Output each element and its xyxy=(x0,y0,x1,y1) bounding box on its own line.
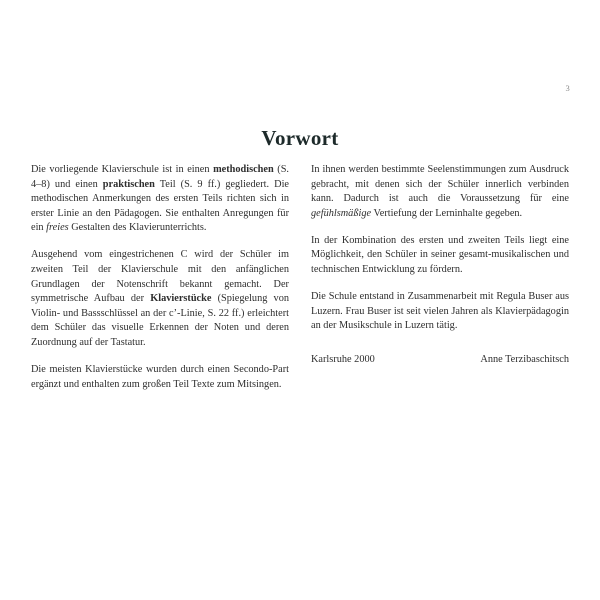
signature-author: Anne Terzibaschitsch xyxy=(480,353,569,365)
paragraph-left-1-text-d: Gestalten des Klavierunterrichts. xyxy=(68,222,207,234)
paragraph-right-1-italic-gefuehlsmaessige: gefühlsmäßige xyxy=(311,207,372,219)
paragraph-left-2-text-a: Ausgehend vom eingestrichenen C wird der Schüler im zweiten Teil der Klavierschule mit den anfänglichen Grundlagen der Notenschrift bekannt gemacht. Der symmetrische Aufbau der xyxy=(31,249,289,305)
page-number: 3 xyxy=(565,83,570,93)
paragraph-left-2-text-b: (Spiegelung von Violin- und Bassschlüssel an der c’-Linie, S. 22 ff.) erleichtert dem Schüler das visuelle Erkennen der Noten und deren Zuordnung auf der Tastatur. xyxy=(31,293,290,349)
paragraph-left-1-text-a: Die vorliegende Klavierschule ist in einen xyxy=(31,164,214,175)
two-column-body xyxy=(31,163,570,392)
right-column xyxy=(311,163,569,392)
paragraph-right-1-text-a: In ihnen werden bestimmte Seelenstimmungen zum Ausdruck gebracht, mit denen sich der Schüler innerlich verbinden kann. Dadurch ist auch die Voraussetzung für eine xyxy=(311,164,569,205)
left-column xyxy=(31,163,289,392)
signature-block xyxy=(311,353,569,368)
signature-place-date: Karlsruhe 2000 xyxy=(311,353,375,365)
paragraph-right-2: In der Kombination des ersten und zweiten Teils liegt eine Möglichkeit, den Schüler in seiner gesamt-musikalischen und technischen Entwicklung zu fördern. xyxy=(311,234,569,276)
paragraph-left-3: Die meisten Klavierstücke wurden durch einen Secondo-Part ergänzt und enthalten zum großen Teil Texte zum Mitsingen. xyxy=(31,364,289,390)
paragraph-left-1 xyxy=(31,163,289,236)
paragraph-left-1-text-c: Teil (S. 9 ff.) gegliedert. Die methodischen Anmerkungen des ersten Teils richten sich in erster Linie an den Pädagogen. Sie enthalten Anregungen für ein xyxy=(31,178,289,234)
paragraph-left-2 xyxy=(31,248,289,350)
paragraph-left-1-bold-praktischen: praktischen xyxy=(102,178,155,190)
paragraph-right-1-text-b: Vertiefung der Lerninhalte gegeben. xyxy=(371,207,523,219)
paragraph-right-3: Die Schule entstand in Zusammenarbeit mit Regula Buser aus Luzern. Frau Buser ist seit vielen Jahren als Klavierpädagogin an der Musikschule in Luzern tätig. xyxy=(311,291,569,332)
paragraph-left-1-italic-freies: freies xyxy=(46,222,69,234)
paragraph-left-1-text-b: (S. 4–8) und einen xyxy=(31,164,289,190)
paragraph-left-2-bold-klavierstuecke: Klavierstücke xyxy=(150,293,212,305)
page-title: Vorwort xyxy=(261,126,339,151)
paragraph-right-1 xyxy=(311,163,569,221)
paragraph-left-1-bold-methodischen: methodischen xyxy=(213,164,274,175)
